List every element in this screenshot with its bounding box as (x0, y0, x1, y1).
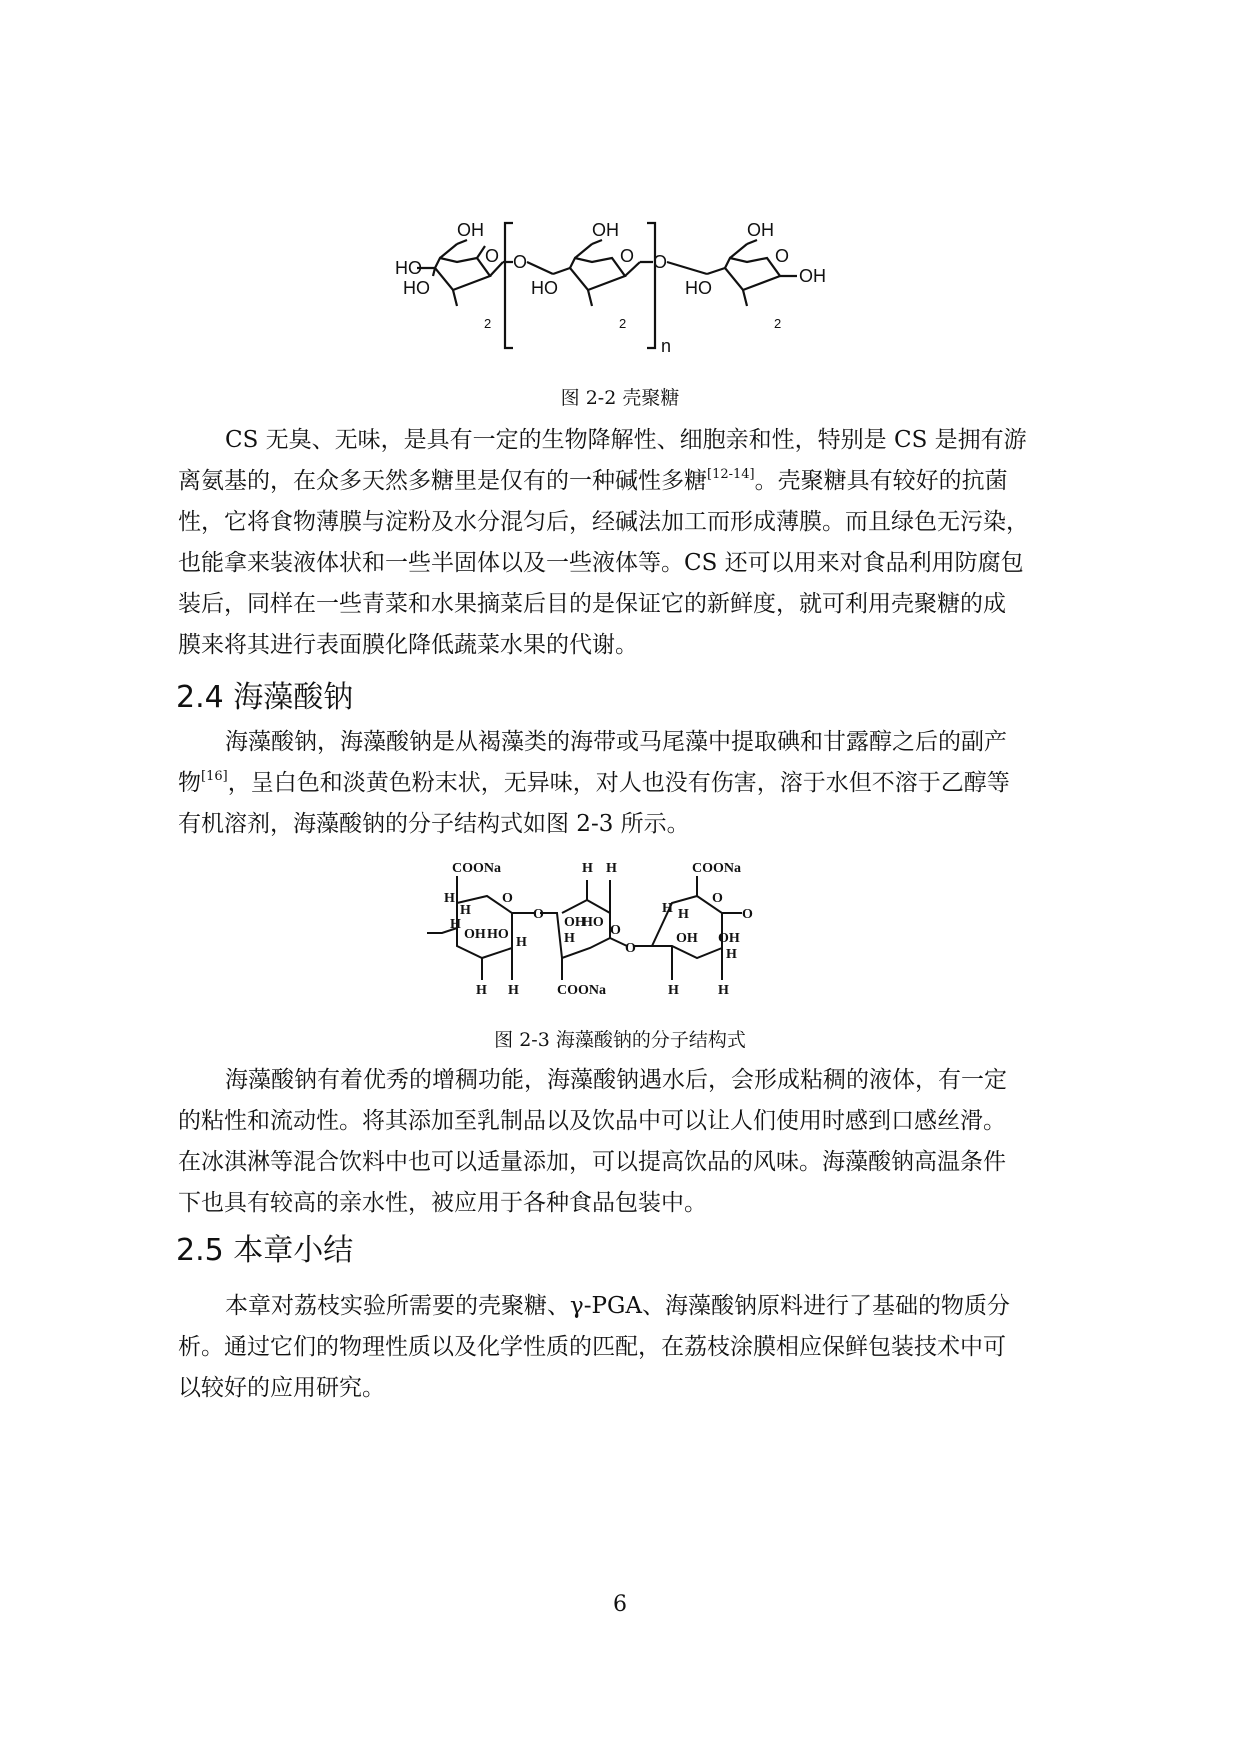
ho-label: HO (582, 915, 604, 930)
sodium-alginate-structure-figure (412, 858, 902, 998)
oh-label: OH (464, 927, 486, 942)
text-line: CS 无臭、无味，是具有一定的生物降解性、细胞亲和性，特别是 CS 是拥有游 (225, 427, 1027, 453)
o-label: O (653, 252, 668, 272)
citation: [12-14] (707, 467, 755, 482)
oh-label: OH (747, 220, 774, 240)
chitosan-structure-figure (395, 218, 915, 358)
section-heading: 2.4 海藻酸钠 (176, 680, 354, 715)
paragraph-chitosan (178, 420, 1088, 666)
o-label: O (513, 252, 528, 272)
text-line: 性，它将食物薄膜与淀粉及水分混匀后，经碱法加工而形成薄膜。而且绿色无污染， (178, 509, 1029, 535)
citation: [16] (201, 769, 228, 784)
section-heading: 2.5 本章小结 (176, 1233, 354, 1268)
text-line: 海藻酸钠，海藻酸钠是从褐藻类的海带或马尾藻中提取碘和甘露醇之后的副产 (225, 729, 1007, 755)
repeat-n-label: n (661, 336, 672, 356)
coona-label: COONa (557, 983, 606, 998)
h-label: H (444, 891, 455, 906)
o-label: O (775, 246, 790, 266)
h-label: H (718, 983, 729, 998)
subscript-2: 2 (774, 316, 782, 331)
text-line: 本章对荔枝实验所需要的壳聚糖、γ-PGA、海藻酸钠原料进行了基础的物质分 (225, 1293, 1010, 1319)
text-line: 膜来将其进行表面膜化降低蔬菜水果的代谢。 (178, 632, 638, 658)
ho-label: HO (403, 278, 430, 298)
page-number: 6 (613, 1592, 627, 1617)
text-line: 离氨基的，在众多天然多糖里是仅有的一种碱性多糖[12-14]。壳聚糖具有较好的抗菌 (178, 467, 1008, 494)
h-label: H (662, 901, 673, 916)
h-label: H (726, 947, 737, 962)
paragraph-alginate (178, 722, 1088, 845)
subscript-2: 2 (484, 316, 492, 331)
text-line: 有机溶剂，海藻酸钠的分子结构式如图 2-3 所示。 (178, 811, 690, 837)
o-label: O (485, 246, 500, 266)
o-label: O (533, 907, 544, 922)
ho-label: HO (685, 278, 712, 298)
h-label: H (450, 917, 461, 932)
h-label: H (606, 861, 617, 876)
h-label: H (582, 861, 593, 876)
text-line: 物[16]，呈白色和淡黄色粉末状，无异味，对人也没有伤害，溶于水但不溶于乙醇等 (178, 769, 1010, 796)
o-label: O (625, 941, 636, 956)
coona-label: COONa (692, 861, 741, 876)
ho-label: HO (395, 258, 422, 278)
text-line: 的粘性和流动性。将其添加至乳制品以及饮品中可以让人们使用时感到口感丝滑。 (178, 1108, 1006, 1134)
o-label: O (610, 923, 621, 938)
ho-label: HO (487, 927, 509, 942)
text-line: 下也具有较高的亲水性，被应用于各种食品包装中。 (178, 1190, 707, 1216)
figure-caption: 图 2-2 壳聚糖 (560, 387, 680, 409)
o-label: O (620, 246, 635, 266)
oh-label: OH (676, 931, 698, 946)
paragraph-alginate-properties (178, 1060, 1088, 1224)
o-label: O (742, 907, 753, 922)
oh-label: OH (457, 220, 484, 240)
h-label: H (516, 935, 527, 950)
h-label: H (460, 903, 471, 918)
subscript-2: 2 (619, 316, 627, 331)
paragraph-summary (178, 1286, 1088, 1409)
coona-label: COONa (452, 861, 501, 876)
h-label: H (678, 907, 689, 922)
text-line: 也能拿来装液体状和一些半固体以及一些液体等。CS 还可以用来对食品利用防腐包 (178, 550, 1024, 576)
text-line: 海藻酸钠有着优秀的增稠功能，海藻酸钠遇水后，会形成粘稠的液体，有一定 (225, 1067, 1007, 1093)
ho-label: HO (531, 278, 558, 298)
h-label: H (476, 983, 487, 998)
h-label: H (564, 931, 575, 946)
oh-label: OH (564, 915, 586, 930)
text-line: 析。通过它们的物理性质以及化学性质的匹配，在荔枝涂膜相应保鲜包装技术中可 (178, 1334, 1006, 1360)
o-label: O (502, 891, 513, 906)
text-line: 装后，同样在一些青菜和水果摘菜后目的是保证它的新鲜度，就可利用壳聚糖的成 (178, 591, 1006, 617)
text-line: 以较好的应用研究。 (178, 1375, 385, 1401)
figure-caption: 图 2-3 海藻酸钠的分子结构式 (494, 1029, 746, 1051)
o-label: O (712, 891, 723, 906)
h-label: H (508, 983, 519, 998)
text-line: 在冰淇淋等混合饮料中也可以适量添加，可以提高饮品的风味。海藻酸钠高温条件 (178, 1149, 1006, 1175)
oh-label: OH (799, 266, 826, 286)
oh-label: OH (718, 931, 740, 946)
oh-label: OH (592, 220, 619, 240)
h-label: H (668, 983, 679, 998)
